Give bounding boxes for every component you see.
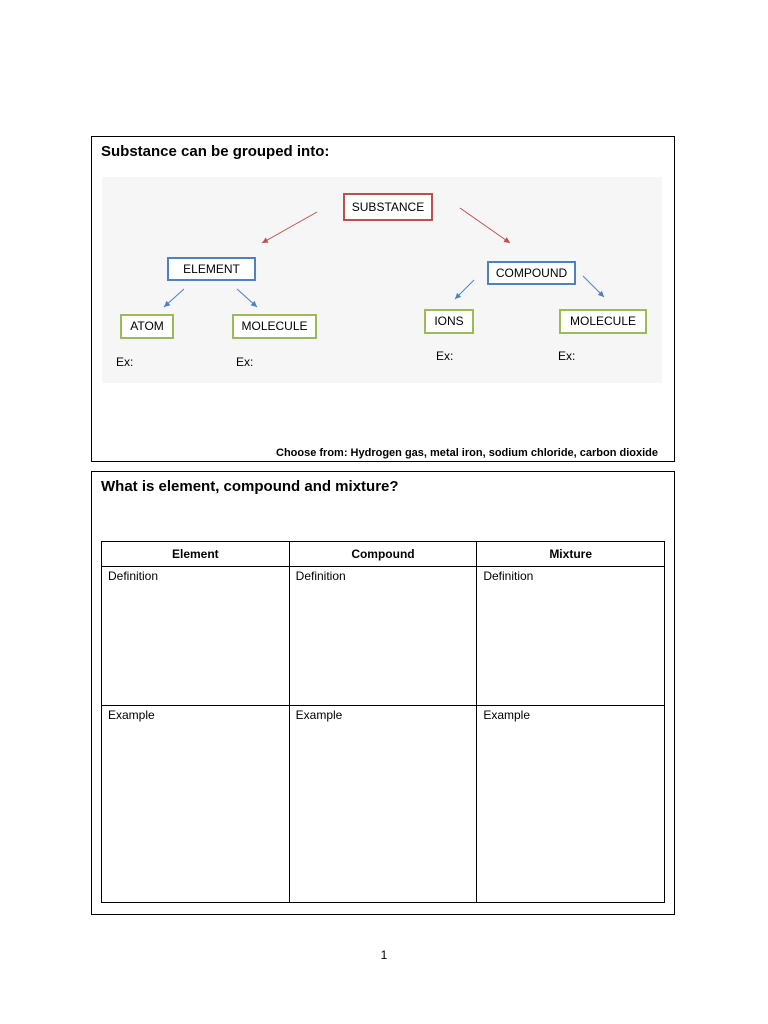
example-label-atom: Ex: (116, 355, 134, 369)
cell-mixture-example[interactable]: Example (477, 705, 665, 902)
section-heading-substance: Substance can be grouped into: (101, 143, 330, 160)
example-label-molecule-left: Ex: (236, 355, 254, 369)
node-molecule-right: MOLECULE (559, 309, 647, 334)
table-header-row (102, 542, 665, 567)
comparison-table (101, 541, 665, 903)
page-number: 1 (380, 948, 388, 962)
example-label-ions: Ex: (436, 349, 454, 363)
arrow-substance-to-compound (460, 208, 510, 243)
node-ions: IONS (424, 309, 474, 334)
arrow-substance-to-element (262, 212, 317, 243)
cell-mixture-definition[interactable]: Definition (477, 567, 665, 706)
section-heading-definitions: What is element, compound and mixture? (101, 478, 399, 495)
table-row-example (102, 705, 665, 902)
table-row-definition (102, 567, 665, 706)
cell-element-definition[interactable]: Definition (102, 567, 290, 706)
choose-from-note: Choose from: Hydrogen gas, metal iron, sodium chloride, carbon dioxide (276, 447, 658, 459)
arrow-compound-to-ions (455, 280, 474, 299)
substance-grouping-box (91, 136, 675, 462)
node-substance: SUBSTANCE (343, 193, 433, 221)
node-molecule-left: MOLECULE (232, 314, 317, 339)
cell-compound-definition[interactable]: Definition (289, 567, 477, 706)
column-header-mixture: Mixture (477, 542, 665, 567)
cell-element-example[interactable]: Example (102, 705, 290, 902)
column-header-compound: Compound (289, 542, 477, 567)
node-compound: COMPOUND (487, 261, 576, 285)
column-header-element: Element (102, 542, 290, 567)
cell-compound-example[interactable]: Example (289, 705, 477, 902)
node-element: ELEMENT (167, 257, 256, 281)
arrow-element-to-atom (164, 289, 184, 307)
arrow-compound-to-molecule (583, 276, 604, 297)
arrow-element-to-molecule (237, 289, 257, 307)
diagram-arrows (92, 137, 676, 463)
element-compound-mixture-box (91, 471, 675, 915)
example-label-molecule-right: Ex: (558, 349, 576, 363)
node-atom: ATOM (120, 314, 174, 339)
